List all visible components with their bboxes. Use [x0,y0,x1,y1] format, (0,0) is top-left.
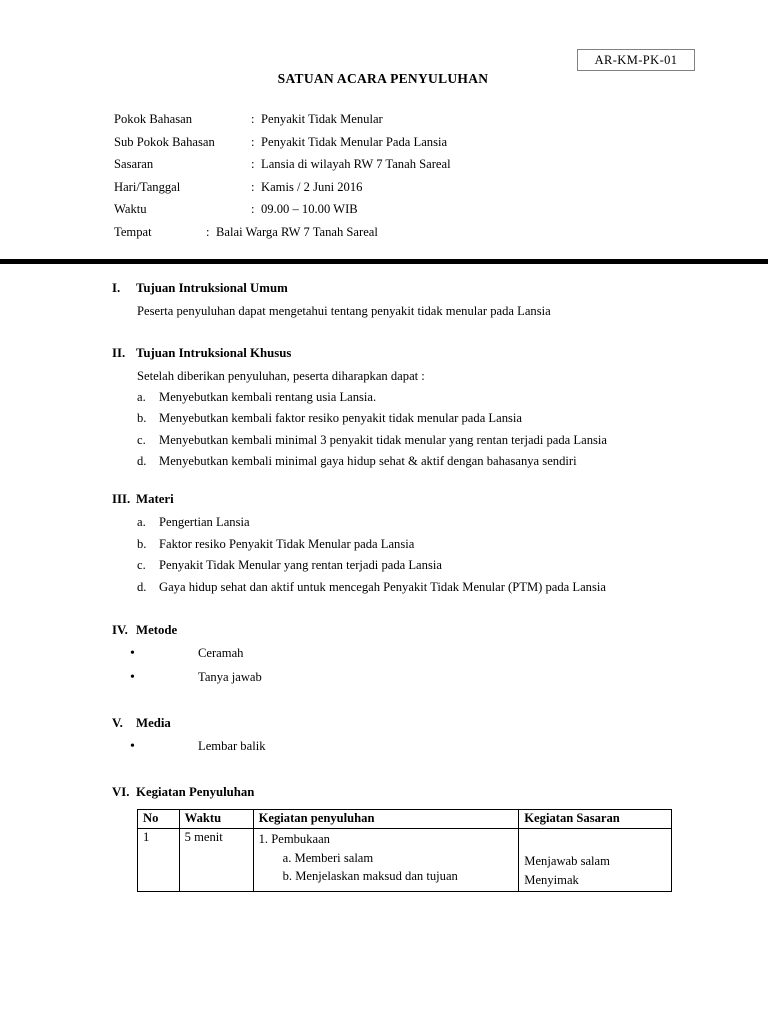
list-item [137,408,674,428]
section-metode [0,623,768,691]
list-item [130,643,768,667]
list-item [137,534,674,554]
section-number: IV. [112,622,128,637]
kegiatan-table-wrapper [137,809,768,892]
meta-label: Pokok Bahasan [114,112,193,126]
column-header-sasaran: Kegiatan Sasaran [519,809,672,828]
meta-colon: : [251,112,255,126]
section-tujuan-intruksional-umum [0,281,768,321]
section-number: II. [112,346,126,361]
column-header-no: No [138,809,180,828]
section-heading [112,623,768,638]
meta-row [114,157,614,180]
section-heading [112,716,768,731]
section-kegiatan-penyuluhan [0,785,768,892]
document-body [0,281,768,892]
meta-label: Sub Pokok Bahasan [114,134,215,149]
section-heading [112,346,768,361]
section-materi [0,492,768,597]
list-item-text: Tanya jawab [198,669,262,684]
cell-sasaran [519,828,672,891]
meta-colon: : [251,202,255,216]
meta-label: Hari/Tanggal [114,179,181,194]
list-item [137,577,674,597]
column-header-kegiatan: Kegiatan penyuluhan [253,809,519,828]
cell-no: 1 [138,828,180,891]
list-tujuan-khusus [137,387,674,472]
meta-value: Balai Warga RW 7 Tanah Sareal [216,224,378,239]
meta-label: Tempat [114,224,152,239]
kegiatan-line: a. Memberi salam [282,850,374,865]
meta-row [114,112,614,135]
meta-colon: : [206,224,210,239]
bullet-icon: • [130,738,135,754]
list-item [137,430,674,450]
list-marker: c. [137,432,146,447]
section-tujuan-intruksional-khusus [0,346,768,471]
list-item-text: Faktor resiko Penyakit Tidak Menular pada Lansia [159,536,415,551]
document-code-text: AR-KM-PK-01 [594,52,678,67]
cell-kegiatan [253,828,519,891]
sasaran-spacer [524,830,666,852]
section-heading [112,785,768,800]
meta-label: Waktu [114,202,147,216]
meta-colon: : [251,179,255,194]
list-item [130,667,768,691]
list-item-text: Menyebutkan kembali minimal 3 penyakit tidak menular yang rentan terjadi pada Lansia [159,432,607,447]
meta-colon: : [251,157,255,171]
cell-waktu: 5 menit [179,828,253,891]
column-header-waktu: Waktu [179,809,253,828]
section-title: Kegiatan Penyuluhan [136,784,255,799]
list-marker: c. [137,558,146,573]
meta-value: Penyakit Tidak Menular [261,112,383,126]
list-item [137,451,674,471]
table-header [138,809,672,828]
section-title: Tujuan Intruksional Umum [136,281,288,295]
section-heading [112,492,768,507]
section-title: Metode [136,622,178,637]
kegiatan-line: 1. Pembukaan [258,831,330,846]
meta-row [114,180,614,203]
meta-value: Kamis / 2 Juni 2016 [261,179,363,194]
list-marker: b. [137,411,147,426]
list-item-text: Menyebutkan kembali rentang usia Lansia. [159,389,377,404]
section-title: Tujuan Intruksional Khusus [136,346,292,361]
section-title: Media [136,715,171,730]
list-materi [137,512,674,597]
list-item-text: Gaya hidup sehat dan aktif untuk mencegah Penyakit Tidak Menular (PTM) pada Lansia [159,579,606,594]
list-item [137,387,674,407]
page-title [0,71,768,87]
section-number: I. [112,281,121,295]
section-number: V. [112,715,123,730]
list-media [130,736,768,760]
meta-row [114,202,614,225]
document-code-box [577,49,695,71]
sasaran-line: Menyimak [524,872,579,887]
list-item [137,555,674,575]
list-item-text: Penyakit Tidak Menular yang rentan terjadi pada Lansia [159,558,442,573]
section-title: Materi [136,492,174,507]
bullet-icon: • [130,669,135,685]
meta-colon: : [251,134,255,149]
meta-label: Sasaran [114,157,154,171]
list-metode [130,643,768,691]
meta-value: 09.00 – 10.00 WIB [261,202,358,216]
list-item-text: Menyebutkan kembali faktor resiko penyakit tidak menular pada Lansia [159,411,522,426]
table-row [138,828,672,891]
meta-value: Lansia di wilayah RW 7 Tanah Sareal [261,157,451,171]
list-marker: d. [137,453,147,468]
list-marker: d. [137,579,147,594]
list-marker: a. [137,389,146,404]
section-number: III. [112,492,131,507]
list-marker: b. [137,536,147,551]
list-item [137,512,674,532]
header-divider-rule [0,259,768,264]
table-body [138,828,672,891]
section-media [0,716,768,760]
document-meta [114,112,614,247]
meta-value: Penyakit Tidak Menular Pada Lansia [261,134,448,149]
kegiatan-penyuluhan-table [137,809,672,892]
list-item-text: Pengertian Lansia [159,515,250,530]
list-item [130,736,768,760]
kegiatan-line: b. Menjelaskan maksud dan tujuan [282,869,458,884]
list-item-text: Menyebutkan kembali minimal gaya hidup sehat & aktif dengan bahasanya sendiri [159,453,577,468]
table-header-row [138,809,672,828]
section-intro: Setelah diberikan penyuluhan, peserta diharapkan dapat : [137,369,425,384]
page-title-text: SATUAN ACARA PENYULUHAN [277,71,489,86]
list-marker: a. [137,515,146,530]
section-number: VI. [112,784,130,799]
list-item-text: Lembar balik [198,738,266,753]
meta-row [114,135,614,158]
meta-row [114,225,614,248]
sasaran-line: Menjawab salam [524,853,610,868]
bullet-icon: • [130,645,135,661]
section-heading [112,281,768,296]
list-item-text: Ceramah [198,645,244,660]
section-paragraph: Peserta penyuluhan dapat mengetahui tentang penyakit tidak menular pada Lansia [137,304,551,318]
